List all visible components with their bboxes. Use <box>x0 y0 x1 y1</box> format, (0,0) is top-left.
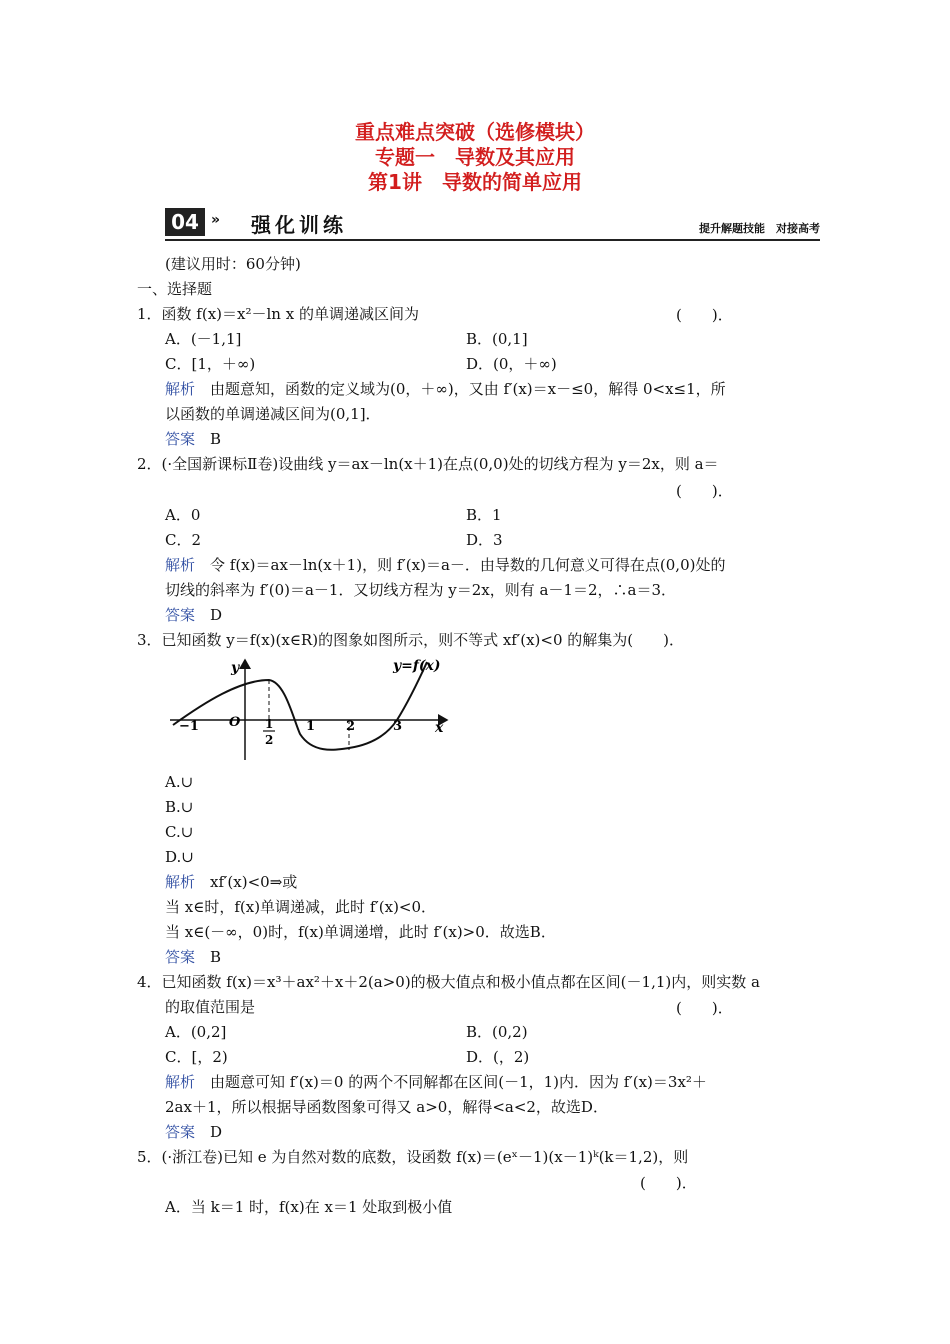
section-slogan: 提升解题技能 对接高考 <box>699 222 820 235</box>
q3-analysis-cont2: 当 x∈(－∞，0)时，f(x)单调递增，此时 f′(x)>0．故选B． <box>165 923 556 941</box>
q3-option-b: B.∪ <box>165 798 194 816</box>
function-label: y=f(x) <box>393 658 441 674</box>
q3-analysis: 解析 xf′(x)<0⇒或 <box>165 873 298 891</box>
q2-option-a: A．0 <box>165 506 201 524</box>
answer-label: 答案 <box>165 430 196 448</box>
q3-option-a: A.∪ <box>165 773 194 791</box>
answer-label: 答案 <box>165 1123 196 1141</box>
q1-analysis: 解析 由题意知，函数的定义域为(0，＋∞)，又由 f′(x)＝x－≤0，解得 0<x≤1，所 <box>165 380 726 398</box>
q1-analysis-cont: 以函数的单调递减区间为(0,1]． <box>165 405 381 423</box>
function-graph <box>165 652 455 764</box>
title-topic: 专题一 导数及其应用 <box>375 145 575 169</box>
q2-stem: 2．(·全国新课标Ⅱ卷)设曲线 y＝ax－ln(x＋1)在点(0,0)处的切线方程为 y＝2x，则 a＝ <box>137 455 719 473</box>
chevron-icon: » <box>211 212 221 228</box>
q5-stem: 5．(·浙江卷)已知 e 为自然对数的底数，设函数 f(x)＝(eˣ－1)(x－1)ᵏ(k＝1,2)，则 <box>137 1148 689 1166</box>
q4-answer: 答案 D <box>165 1123 223 1141</box>
q2-answer-blank: ( )． <box>676 482 733 500</box>
analysis-label: 解析 <box>165 873 196 891</box>
q2-option-d: D．3 <box>466 531 503 549</box>
q4-analysis-cont: 2ax＋1，所以根据导函数图象可得又 a>0，解得<a<2，故选D． <box>165 1098 608 1116</box>
q3-option-c: C.∪ <box>165 823 194 841</box>
q5-answer-blank: ( )． <box>640 1174 697 1192</box>
title-main: 重点难点突破（选修模块） <box>355 120 595 144</box>
q2-option-c: C．2 <box>165 531 202 549</box>
q1-option-b: B．(0,1] <box>466 330 528 348</box>
analysis-label: 解析 <box>165 1073 196 1091</box>
answer-label: 答案 <box>165 606 196 624</box>
q3-analysis-cont1: 当 x∈时，f(x)单调递减，此时 f′(x)<0． <box>165 898 437 916</box>
q4-stem: 4．已知函数 f(x)＝x³＋ax²＋x＋2(a>0)的极大值点和极小值点都在区间(－1,1)内，则实数 a <box>137 973 760 991</box>
q4-stem-cont: 的取值范围是 <box>165 998 256 1016</box>
answer-label: 答案 <box>165 948 196 966</box>
tick-half-numerator: 1 <box>265 717 274 731</box>
q4-option-d: D．(，2) <box>466 1048 530 1066</box>
tick-minus-one: −1 <box>179 719 199 734</box>
q1-stem: 1．函数 f(x)＝x²－ln x 的单调递减区间为 <box>137 305 419 323</box>
title-lesson: 第1讲 导数的简单应用 <box>368 170 582 194</box>
q1-option-c: C．[1，＋∞) <box>165 355 256 373</box>
q2-analysis-cont: 切线的斜率为 f′(0)＝a－1．又切线方程为 y＝2x，则有 a－1＝2，∴a＝3． <box>165 581 676 599</box>
page-titles <box>0 120 950 195</box>
function-curve <box>173 662 427 750</box>
q2-option-b: B．1 <box>466 506 502 524</box>
q1-answer-blank: ( )． <box>676 306 733 324</box>
q3-stem: 3．已知函数 y＝f(x)(x∈R)的图象如图所示，则不等式 xf′(x)<0 的解集为( )． <box>137 631 684 649</box>
section-number-badge: 04 <box>165 208 205 236</box>
x-axis-label: x <box>435 720 444 736</box>
q2-analysis: 解析 令 f(x)＝ax－ln(x＋1)，则 f′(x)＝a－．由导数的几何意义可得在点(0,0)处的 <box>165 556 726 574</box>
q4-option-a: A．(0,2] <box>165 1023 227 1041</box>
tick-one: 1 <box>306 719 316 734</box>
time-hint: (建议用时：60分钟) <box>165 255 301 273</box>
q2-answer: 答案 D <box>165 606 223 624</box>
q4-option-b: B．(0,2) <box>466 1023 528 1041</box>
y-axis-label: y <box>231 660 240 676</box>
tick-two: 2 <box>346 719 356 734</box>
q4-option-c: C．[，2) <box>165 1048 228 1066</box>
banner-rule <box>165 239 820 241</box>
tick-three: 3 <box>393 719 403 734</box>
part-heading: 一、选择题 <box>137 280 213 298</box>
analysis-label: 解析 <box>165 380 196 398</box>
q3-option-d: D.∪ <box>165 848 194 866</box>
q4-answer-blank: ( )． <box>676 999 733 1017</box>
analysis-label: 解析 <box>165 556 196 574</box>
section-title: 强化训练 <box>251 213 347 237</box>
q5-option-a: A．当 k＝1 时，f(x)在 x＝1 处取到极小值 <box>165 1198 453 1216</box>
section-banner <box>165 206 820 240</box>
q4-analysis: 解析 由题意可知 f′(x)＝0 的两个不同解都在区间(－1，1)内．因为 f′(x)＝3x²＋ <box>165 1073 707 1091</box>
q3-answer: 答案 B <box>165 948 222 966</box>
q1-answer: 答案 B <box>165 430 222 448</box>
q1-option-a: A．(－1,1] <box>165 330 242 348</box>
tick-half-denominator: 2 <box>265 733 274 747</box>
origin-label: O <box>229 715 241 730</box>
q1-option-d: D．(0，＋∞) <box>466 355 557 373</box>
